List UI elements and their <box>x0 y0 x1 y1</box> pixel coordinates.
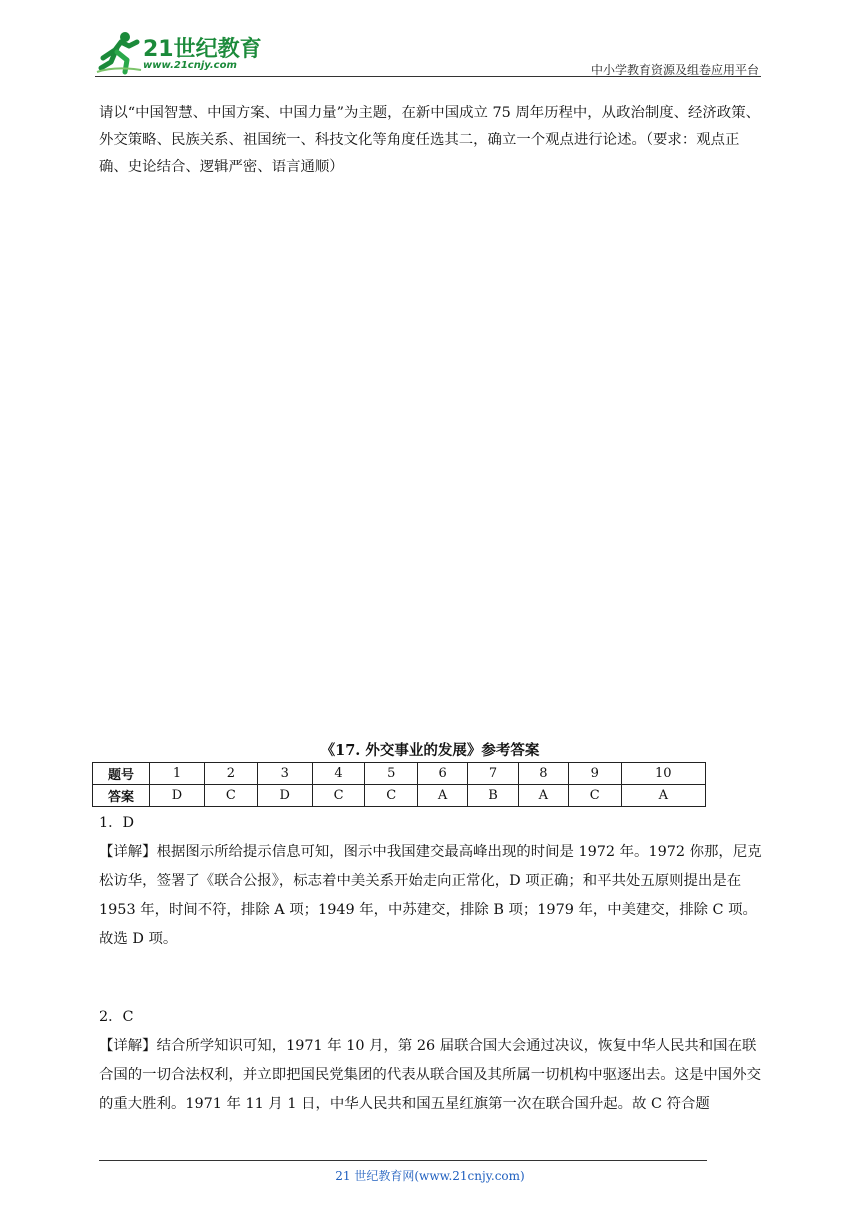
answer-cell: D <box>150 785 205 807</box>
answer-cell: C <box>312 785 365 807</box>
explanation-text: 【详解】根据图示所给提示信息可知，图示中我国建交最高峰出现的时间是 1972 年。1972 你那，尼克松访华，签署了《联合公报》，标志着中美关系开始走向正常化，D 项正确；和平共处五原则提出是在 1953 年，时间不符，排除 A 项；1949 年，中苏建交，排除 B 项；1979 年，中美建交，排除 C 项。故选 D 项。 <box>99 844 762 947</box>
answer-cell: A <box>518 785 568 807</box>
answer-cell: C <box>205 785 258 807</box>
question-text: 请以“中国智慧、中国方案、中国力量”为主题，在新中国成立 75 周年历程中，从政治制度、经济政策、外交策略、民族关系、祖国统一、科技文化等角度任选其二，确立一个观点进行论述。（要求：观点正确、史论结合、逻辑严密、语言通顺） <box>99 105 760 175</box>
table-row-answers <box>93 785 706 807</box>
table-row-numbers <box>93 763 706 785</box>
answer-cell: D <box>257 785 312 807</box>
explanation-2 <box>99 1003 763 1119</box>
footer-link[interactable]: 21 世纪教育网(www.21cnjy.com) <box>335 1169 525 1183</box>
answer-cell: C <box>568 785 621 807</box>
question-number-cell: 1 <box>150 763 205 785</box>
explanation-text: 【详解】结合所学知识可知，1971 年 10 月，第 26 届联合国大会通过决议，恢复中华人民共和国在联合国的一切合法权利，并立即把国民党集团的代表从联合国及其所属一切机构中驱逐出去。这是中国外交的重大胜利。1971 年 11 月 1 日，中华人民共和国五星红旗第一次在联合国升起。故 C 符合题 <box>99 1038 761 1112</box>
question-number-cell: 3 <box>257 763 312 785</box>
row-label-number: 题号 <box>93 763 150 785</box>
runner-logo-icon <box>95 28 143 76</box>
question-number-cell: 4 <box>312 763 365 785</box>
question-number-cell: 9 <box>568 763 621 785</box>
logo-url: www.21cnjy.com <box>143 60 237 71</box>
answer-cell: A <box>621 785 705 807</box>
header-divider <box>95 76 761 77</box>
answer-cell: B <box>468 785 519 807</box>
question-number-cell: 5 <box>365 763 418 785</box>
answer-table <box>92 762 706 807</box>
logo <box>95 28 265 76</box>
explanation-heading: 2．C <box>99 1009 134 1025</box>
answer-cell: A <box>418 785 468 807</box>
question-number-cell: 8 <box>518 763 568 785</box>
page-header <box>95 28 761 80</box>
row-label-answer: 答案 <box>93 785 150 807</box>
footer-divider <box>99 1160 707 1161</box>
question-number-cell: 2 <box>205 763 258 785</box>
answer-title: 《17. 外交事业的发展》参考答案 <box>320 742 540 759</box>
explanation-heading: 1．D <box>99 815 135 831</box>
answer-cell: C <box>365 785 418 807</box>
question-number-cell: 6 <box>418 763 468 785</box>
platform-name: 中小学教育资源及组卷应用平台 <box>590 63 759 77</box>
explanation-1 <box>99 809 763 954</box>
logo-text: 21世纪教育 <box>143 37 262 62</box>
question-number-cell: 7 <box>468 763 519 785</box>
question-number-cell: 10 <box>621 763 705 785</box>
